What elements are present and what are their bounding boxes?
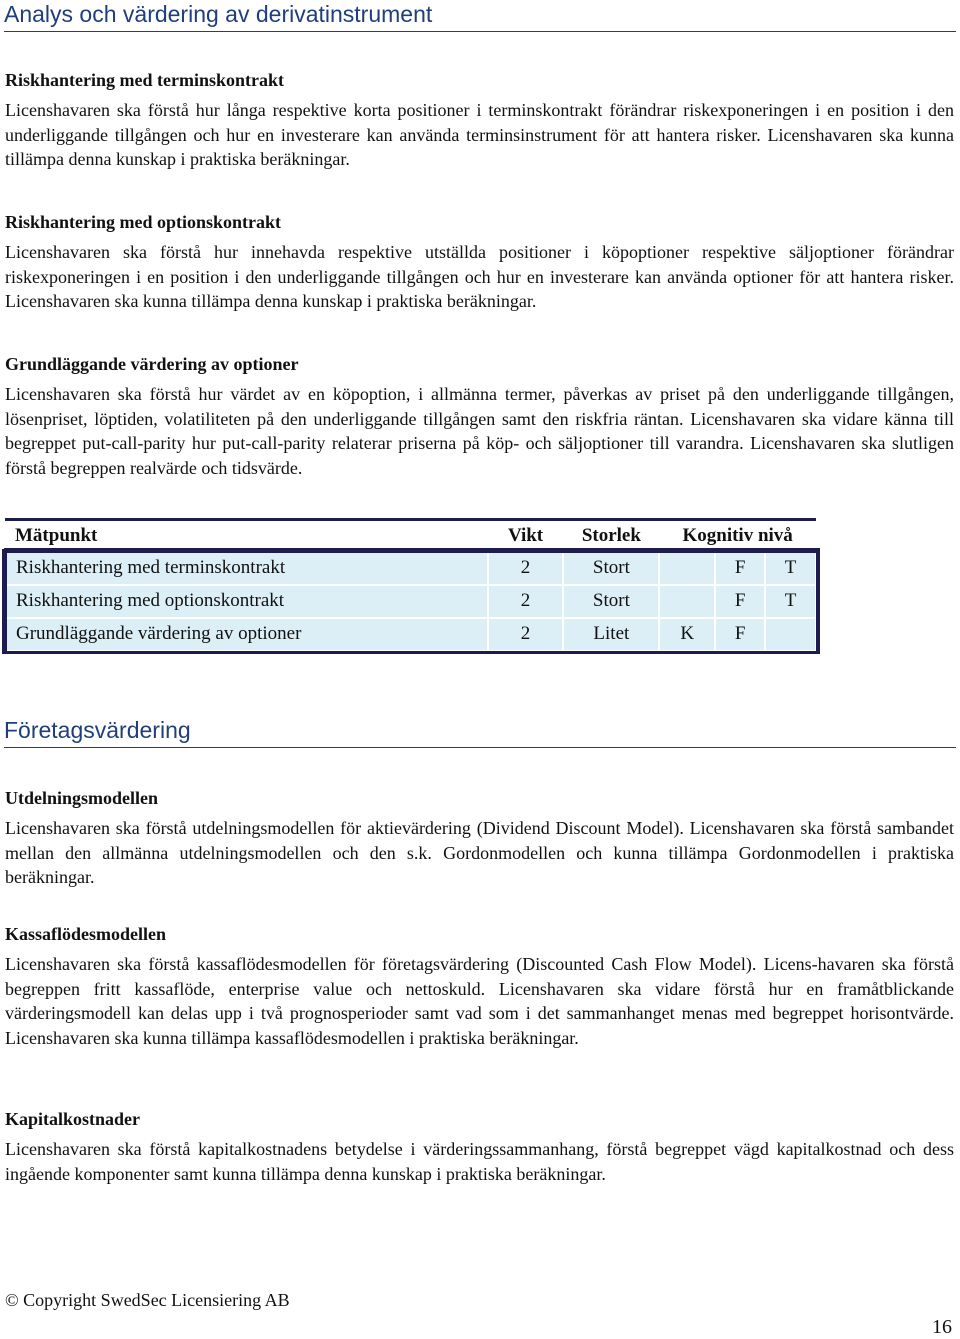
heading-dividend-model: Utdelningsmodellen xyxy=(5,788,159,808)
header-storlek: Storlek xyxy=(581,524,641,546)
cell-matpunkt: Riskhantering med optionskontrakt xyxy=(5,585,488,618)
paragraph-capital-costs: Licenshavaren ska förstå kapitalkostnadens betydelse i värderingssammanhang, förstå begreppet vägd kapitalkostnad och dess ingående komponenter samt kunna tillämpa denna kunskap i praktiska beräkningar. xyxy=(5,1139,954,1184)
heading-options-risk: Riskhantering med optionskontrakt xyxy=(5,212,282,232)
section-title-company-valuation: Företagsvärdering xyxy=(4,717,191,743)
paragraph-options-risk: Licenshavaren ska förstå hur innehavda respektive utställda positioner i köpoptioner respektive säljoptioner förändrar riskexponeringen i en position i den underliggande tillgången och hur en investerare kan använda optioner för att hantera risker. Licenshavaren ska kunna tillämpa denna kunskap i praktiska beräkningar. xyxy=(5,242,954,311)
table-row xyxy=(5,585,816,618)
cell-matpunkt: Riskhantering med terminskontrakt xyxy=(5,552,488,585)
table-row xyxy=(5,618,816,651)
cell-vikt: 2 xyxy=(488,618,564,651)
cell-kognitiv-2: F xyxy=(715,585,765,618)
paragraph-cashflow-model: Licenshavaren ska förstå kassaflödesmodellen för företagsvärdering (Discounted Cash Flow Model). Licens-havaren ska förstå begreppen fritt kassaflöde, enterprise value och nettoskuld. Licenshavaren ska vidare förstå hur en framåtblickande värderingsmodell kan delas upp i två prognosperioder samt vad som i det sammanhanget menas med begreppet horisontvärde. Licenshavaren ska kunna tillämpa kassaflödesmodellen i praktiska beräkningar. xyxy=(5,954,954,1048)
header-matpunkt: Mätpunkt xyxy=(15,524,98,546)
cell-kognitiv-1: K xyxy=(659,618,715,651)
cell-kognitiv-1 xyxy=(659,552,715,585)
cell-storlek: Litet xyxy=(563,618,659,651)
table-header-row xyxy=(5,520,816,552)
table-row xyxy=(5,552,816,585)
title-rule xyxy=(4,31,956,32)
cell-storlek: Stort xyxy=(563,585,659,618)
cell-kognitiv-3 xyxy=(765,618,816,651)
heading-capital-costs: Kapitalkostnader xyxy=(5,1109,141,1129)
header-vikt: Vikt xyxy=(507,524,544,546)
copyright-footer: © Copyright SwedSec Licensiering AB xyxy=(5,1290,290,1310)
section-title-derivatives: Analys och värdering av derivatinstrument xyxy=(4,1,433,27)
heading-cashflow-model: Kassaflödesmodellen xyxy=(5,924,167,944)
paragraph-dividend-model: Licenshavaren ska förstå utdelningsmodellen för aktievärdering (Dividend Discount Model). Licenshavaren ska förstå sambandet mellan den allmänna utdelningsmodellen och den s.k. Gordonmodellen och kunna tillämpa Gordonmodellen i praktiska beräkningar. xyxy=(5,818,954,887)
cell-vikt: 2 xyxy=(488,585,564,618)
cell-kognitiv-1 xyxy=(659,585,715,618)
cell-storlek: Stort xyxy=(563,552,659,585)
paragraph-futures-risk: Licenshavaren ska förstå hur långa respektive korta positioner i terminskontrakt förändrar riskexponeringen i en position i den underliggande tillgången och hur en investerare kan använda terminsinstrument för att hantera risker. Licenshavaren ska kunna tillämpa denna kunskap i praktiska beräkningar. xyxy=(5,100,954,169)
assessment-table xyxy=(4,518,817,652)
cell-kognitiv-3: T xyxy=(765,552,816,585)
cell-vikt: 2 xyxy=(488,552,564,585)
header-kognitiv: Kognitiv nivå xyxy=(682,524,793,546)
cell-matpunkt: Grundläggande värdering av optioner xyxy=(5,618,488,651)
paragraph-option-valuation: Licenshavaren ska förstå hur värdet av en köpoption, i allmänna termer, påverkas av priset på den underliggande tillgången, lösenpriset, löptiden, volatiliteten på den underliggande tillgången samt den riskfria räntan. Licenshavaren ska vidare känna till begreppet put-call-parity hur put-call-parity relaterar priserna på köp- och säljoptioner till varandra. Licenshavaren ska slutligen förstå begreppen realvärde och tidsvärde. xyxy=(5,384,954,478)
cell-kognitiv-2: F xyxy=(715,552,765,585)
heading-option-valuation: Grundläggande värdering av optioner xyxy=(5,354,299,374)
cell-kognitiv-3: T xyxy=(765,585,816,618)
cell-kognitiv-2: F xyxy=(715,618,765,651)
title-rule xyxy=(4,747,956,748)
heading-futures-risk: Riskhantering med terminskontrakt xyxy=(5,70,285,90)
page-number: 16 xyxy=(932,1316,952,1338)
